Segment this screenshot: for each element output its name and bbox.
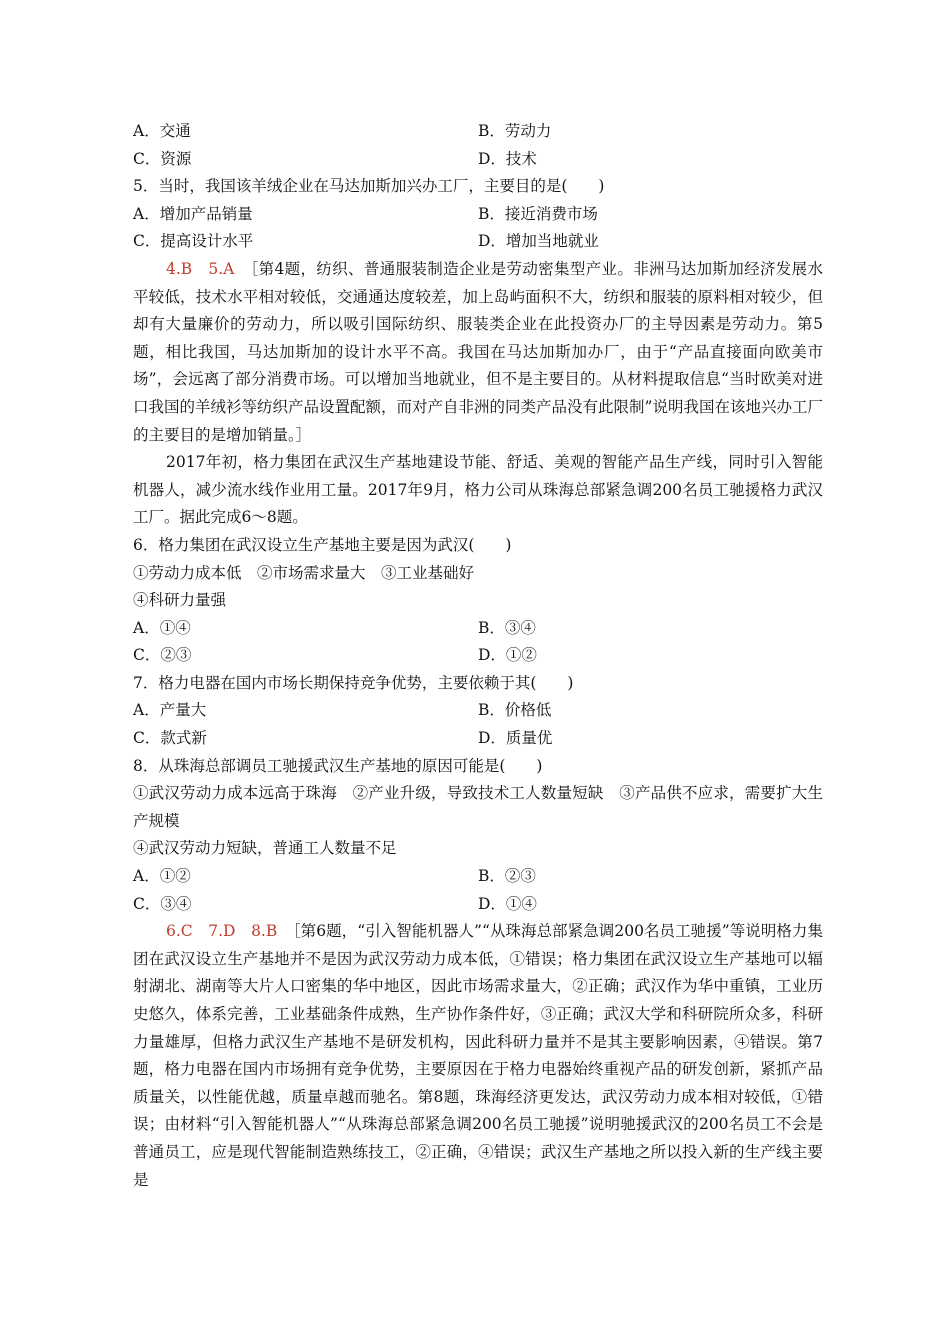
q7-options-row-1 <box>133 697 823 725</box>
q5-option-d: D．增加当地就业 <box>478 232 599 251</box>
q8-options-row-1 <box>133 863 823 891</box>
q6-option-c: C．②③ <box>133 646 192 665</box>
q6-stem: 6．格力集团在武汉设立生产基地主要是因为武汉( ) <box>133 535 512 554</box>
q4-option-b: B．劳动力 <box>478 122 552 140</box>
q7-options-row-2 <box>133 725 823 753</box>
answer-keys-4-5: 4.B 5.A <box>166 259 235 278</box>
q6-option-b: B．③④ <box>478 618 536 637</box>
q8-option-a: A．①② <box>133 867 191 886</box>
q8-option-c: C．③④ <box>133 894 192 913</box>
q8-stem: 8．从珠海总部调员工驰援武汉生产基地的原因可能是( ) <box>133 756 543 775</box>
q4-option-d: D．技术 <box>478 149 537 168</box>
q4-option-a: A．交通 <box>133 122 191 140</box>
answer-text-6-8: ［第6题，“引入智能机器人”“从珠海总部紧急调200名员工驰援”等说明格力集团在武汉设立生产基地并不是因为武汉劳动力成本低，①错误；格力集团在武汉设立生产基地可以辐射湖北、湖南等大片人口密集的华中地区，因此市场需求量大，②正确；武汉作为华中重镇，工业历史悠久，体系完善，工业基础条件成熟，生产协作条件好，③正确；武汉大学和科研院所众多，科研力量雄厚，但格力武汉生产基地不是研发机构，因此科研力量并不是其主要影响因素，④错误。第7题，格力电器在国内市场拥有竞争优势，主要原因在于格力电器始终重视产品的研发创新，紧抓产品质量关，以性能优越，质量卓越而驰名。第8题，珠海经济更发达，武汉劳动力成本相对较低，①错误；由材料“引入智能机器人”“从珠海总部紧急调200名员工驰援”说明驰援武汉的200名员工不会是普通员工，应是现代智能制造熟练技工，②正确，④错误；武汉生产基地之所以投入新的生产线主要是 <box>133 922 823 1189</box>
q5-option-a: A．增加产品销量 <box>133 204 253 223</box>
q6-option-d: D．①② <box>478 646 537 665</box>
q6-options-row-2 <box>133 642 823 670</box>
q4-options-row-2 <box>133 146 823 174</box>
material-passage: 2017年初，格力集团在武汉生产基地建设节能、舒适、美观的智能产品生产线，同时引入智能机器人，减少流水线作业用工量。2017年9月，格力公司从珠海总部紧急调200名员工驰援格力武汉工厂。据此完成6～8题。 <box>133 453 823 527</box>
q7-option-d: D．质量优 <box>478 729 553 748</box>
q8-options-row-2 <box>133 891 823 919</box>
q6-options-row-1 <box>133 615 823 643</box>
q8-items-line-1: ①武汉劳动力成本远高于珠海 ②产业升级，导致技术工人数量短缺 ③产品供不应求，需要扩大生产规模 <box>133 784 823 830</box>
answer-text-4-5: ［第4题，纺织、普通服装制造企业是劳动密集型产业。非洲马达加斯加经济发展水平较低，技术水平相对较低，交通通达度较差，加上岛屿面积不大，纺织和服装的原料相对较少，但却有大量廉价的劳动力，所以吸引国际纺织、服装类企业在此投资办厂的主导因素是劳动力。第5题，相比我国，马达加斯加的设计水平不高。我国在马达加斯加办厂，由于“产品直接面向欧美市场”，会远离了部分消费市场。可以增加当地就业，但不是主要目的。从材料提取信息“当时欧美对进口我国的羊绒衫等纺织产品设置配额，而对产自非洲的同类产品没有此限制”说明我国在该地兴办工厂的主要目的是增加销量。］ <box>133 259 823 444</box>
q8-option-b: B．②③ <box>478 867 536 886</box>
q4-option-c: C．资源 <box>133 149 192 168</box>
q5-stem: 5．当时，我国该羊绒企业在马达加斯加兴办工厂，主要目的是( ) <box>133 177 605 196</box>
answer-explanation-6-8 <box>133 918 823 1194</box>
q7-stem: 7．格力电器在国内市场长期保持竞争优势，主要依赖于其( ) <box>133 673 574 692</box>
q6-items-line-1: ①劳动力成本低 ②市场需求量大 ③工业基础好 <box>133 563 475 582</box>
q5-option-c: C．提高设计水平 <box>133 232 254 251</box>
q5-option-b: B．接近消费市场 <box>478 204 598 223</box>
answer-keys-6-8: 6.C 7.D 8.B <box>166 922 278 941</box>
q8-items-line-2: ④武汉劳动力短缺，普通工人数量不足 <box>133 839 397 858</box>
answer-explanation-4-5 <box>133 256 823 449</box>
q6-items-line-2: ④科研力量强 <box>133 591 227 610</box>
document-page <box>133 118 823 1194</box>
q5-options-row-1 <box>133 201 823 229</box>
q7-option-b: B．价格低 <box>478 701 552 720</box>
q7-option-c: C．款式新 <box>133 729 207 748</box>
q5-options-row-2 <box>133 228 823 256</box>
q4-options-row-1 <box>133 118 823 146</box>
q6-option-a: A．①④ <box>133 618 191 637</box>
q8-option-d: D．①④ <box>478 894 537 913</box>
q7-option-a: A．产量大 <box>133 701 207 720</box>
